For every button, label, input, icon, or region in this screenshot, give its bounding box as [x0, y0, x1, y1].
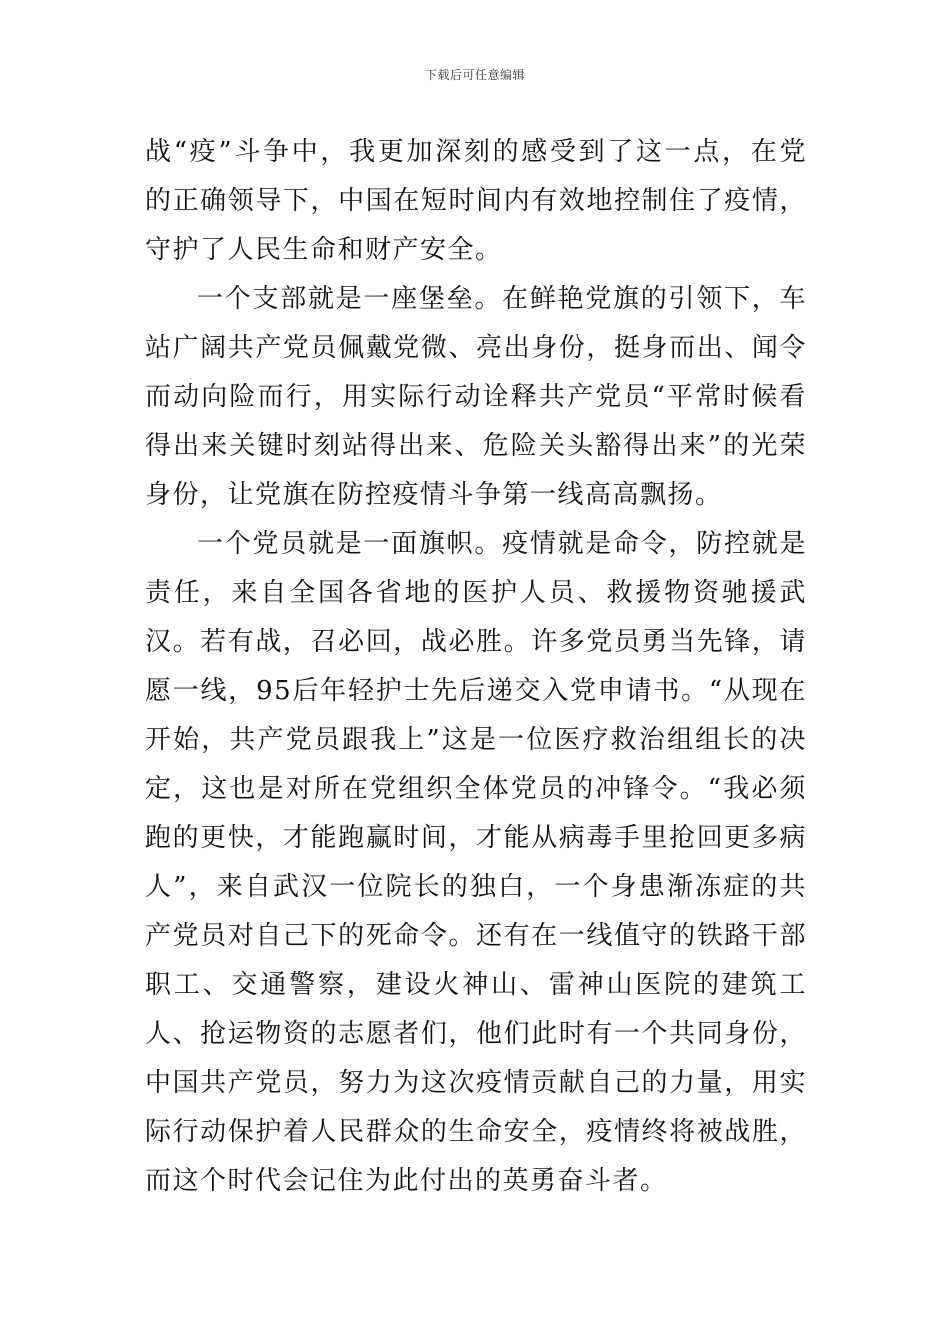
paragraph-continuation: 战“疫”斗争中，我更加深刻的感受到了这一点，在党的正确领导下，中国在短时间内有效地控制住了疫情，守护了人民生命和财产安全。 [145, 137, 807, 265]
paragraph-member-banner: 一个党员就是一面旗帜。疫情就是命令，防控就是责任，来自全国各省地的医护人员、救援物资驰援武汉。若有战，召必回，战必胜。许多党员勇当先锋，请愿一线，95后年轻护士先后递交入党申请书。“从现在开始，共产党员跟我上”这是一位医疗救治组组长的决定，这也是对所在党组织全体党员的冲锋令。“我必须跑的更快，才能跑赢时间，才能从病毒手里抢回更多病人”，来自武汉一位院长的独白，一个身患渐冻症的共产党员对自己下的死命令。还有在一线值守的铁路干部职工、交通警察，建设火神山、雷神山医院的建筑工人、抢运物资的志愿者们，他们此时有一个共同身份，中国共产党员，努力为这次疫情贡献自己的力量，用实际行动保护着人民群众的生命安全，疫情终将被战胜，而这个时代会记住为此付出的英勇奋斗者。 [145, 529, 807, 1196]
paragraph-branch-fortress: 一个支部就是一座堡垒。在鲜艳党旗的引领下，车站广阔共产党员佩戴党微、亮出身份，挺身而出、闻令而动向险而行，用实际行动诠释共产党员“平常时候看得出来关键时刻站得出来、危险关头豁得出来”的光荣身份，让党旗在防控疫情斗争第一线高高飘扬。 [145, 284, 807, 510]
document-body [145, 128, 807, 1206]
page-header-note: 下载后可任意编辑 [424, 68, 525, 82]
